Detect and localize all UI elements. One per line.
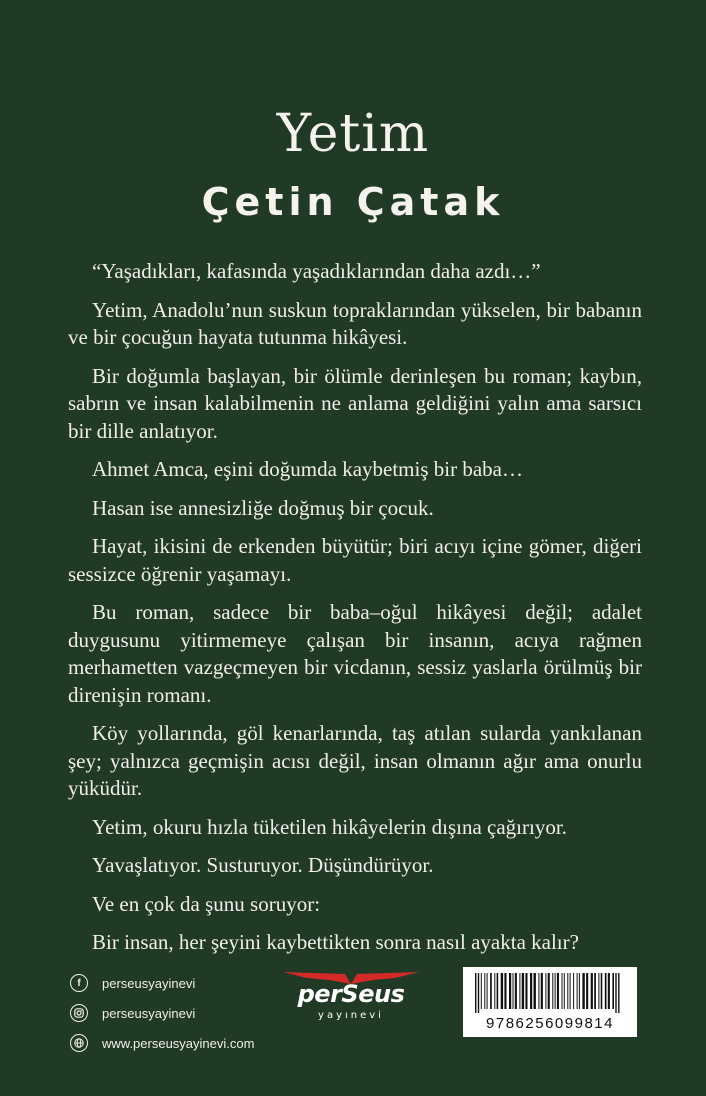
blurb-paragraph: Bu roman, sadece bir baba–oğul hikâyesi değil; adalet duygusunu yitirmemeye çalışan bir insanın, acıya rağmen merhametten vazgeçmeyen bir vicdanın, sessiz yaslarla örülmüş bir direnişin romanı. bbox=[68, 600, 642, 707]
back-cover-blurb bbox=[68, 258, 642, 968]
book-title: Yetim bbox=[276, 104, 430, 164]
blurb-paragraph: Ahmet Amca, eşini doğumda kaybetmiş bir baba… bbox=[92, 457, 523, 481]
blurb-paragraph: Yavaşlatıyor. Susturuyor. Düşündürüyor. bbox=[92, 853, 434, 877]
author-name: Çetin Çatak bbox=[201, 180, 505, 224]
barcode-bars bbox=[473, 973, 627, 1013]
blurb-paragraph: Ve en çok da şunu soruyor: bbox=[92, 891, 321, 916]
blurb-paragraph: Hasan ise annesizliğe doğmuş bir çocuk. bbox=[92, 495, 434, 520]
website-url: www.perseusyayinevi.com bbox=[102, 1035, 255, 1051]
blurb-paragraph: Bir doğumla başlayan, bir ölümle derinleşen bu roman; kaybın, sabrın ve insan kalabilmenin ne anlama geldiğini yalın ama sarsıcı bir dille anlatıyor. bbox=[68, 363, 642, 443]
instagram-icon bbox=[70, 1004, 88, 1022]
facebook-handle: perseusyayinevi bbox=[102, 975, 196, 991]
blurb-paragraph: Köy yollarında, göl kenarlarında, taş atılan sularda yankılanan şey; yalnızca geçmişin acısı değil, insan olmanın ağır ama onurlu yüküdür. bbox=[68, 721, 642, 800]
website-link[interactable] bbox=[70, 1028, 254, 1058]
publisher-subtitle: yayınevi bbox=[318, 1010, 384, 1021]
facebook-link[interactable] bbox=[70, 968, 254, 998]
blurb-paragraph: Hayat, ikisini de erkenden büyütür; biri acıyı içine gömer, diğeri sessizce öğrenir yaşamayı. bbox=[68, 534, 642, 586]
blurb-paragraph: Bir insan, her şeyini kaybettikten sonra nasıl ayakta kalır? bbox=[92, 930, 579, 954]
blurb-paragraph: Yetim, Anadolu’nun suskun topraklarından yükselen, bir babanın ve bir çocuğun hayata tutunma hikâyesi. bbox=[68, 297, 642, 349]
blurb-paragraph: Yetim, okuru hızla tüketilen hikâyelerin dışına çağırıyor. bbox=[92, 814, 567, 839]
isbn-number: 9786256099814 bbox=[486, 1015, 614, 1032]
isbn-barcode bbox=[463, 967, 637, 1037]
publisher-name: perSeus bbox=[297, 980, 405, 1008]
globe-icon bbox=[70, 1034, 88, 1052]
blurb-paragraph: “Yaşadıkları, kafasında yaşadıklarından daha azdı…” bbox=[92, 259, 541, 283]
instagram-handle: perseusyayinevi bbox=[102, 1005, 196, 1021]
facebook-icon: f bbox=[70, 974, 88, 992]
social-links bbox=[70, 968, 254, 1058]
publisher-logo bbox=[281, 968, 421, 1028]
instagram-link[interactable] bbox=[70, 998, 254, 1028]
